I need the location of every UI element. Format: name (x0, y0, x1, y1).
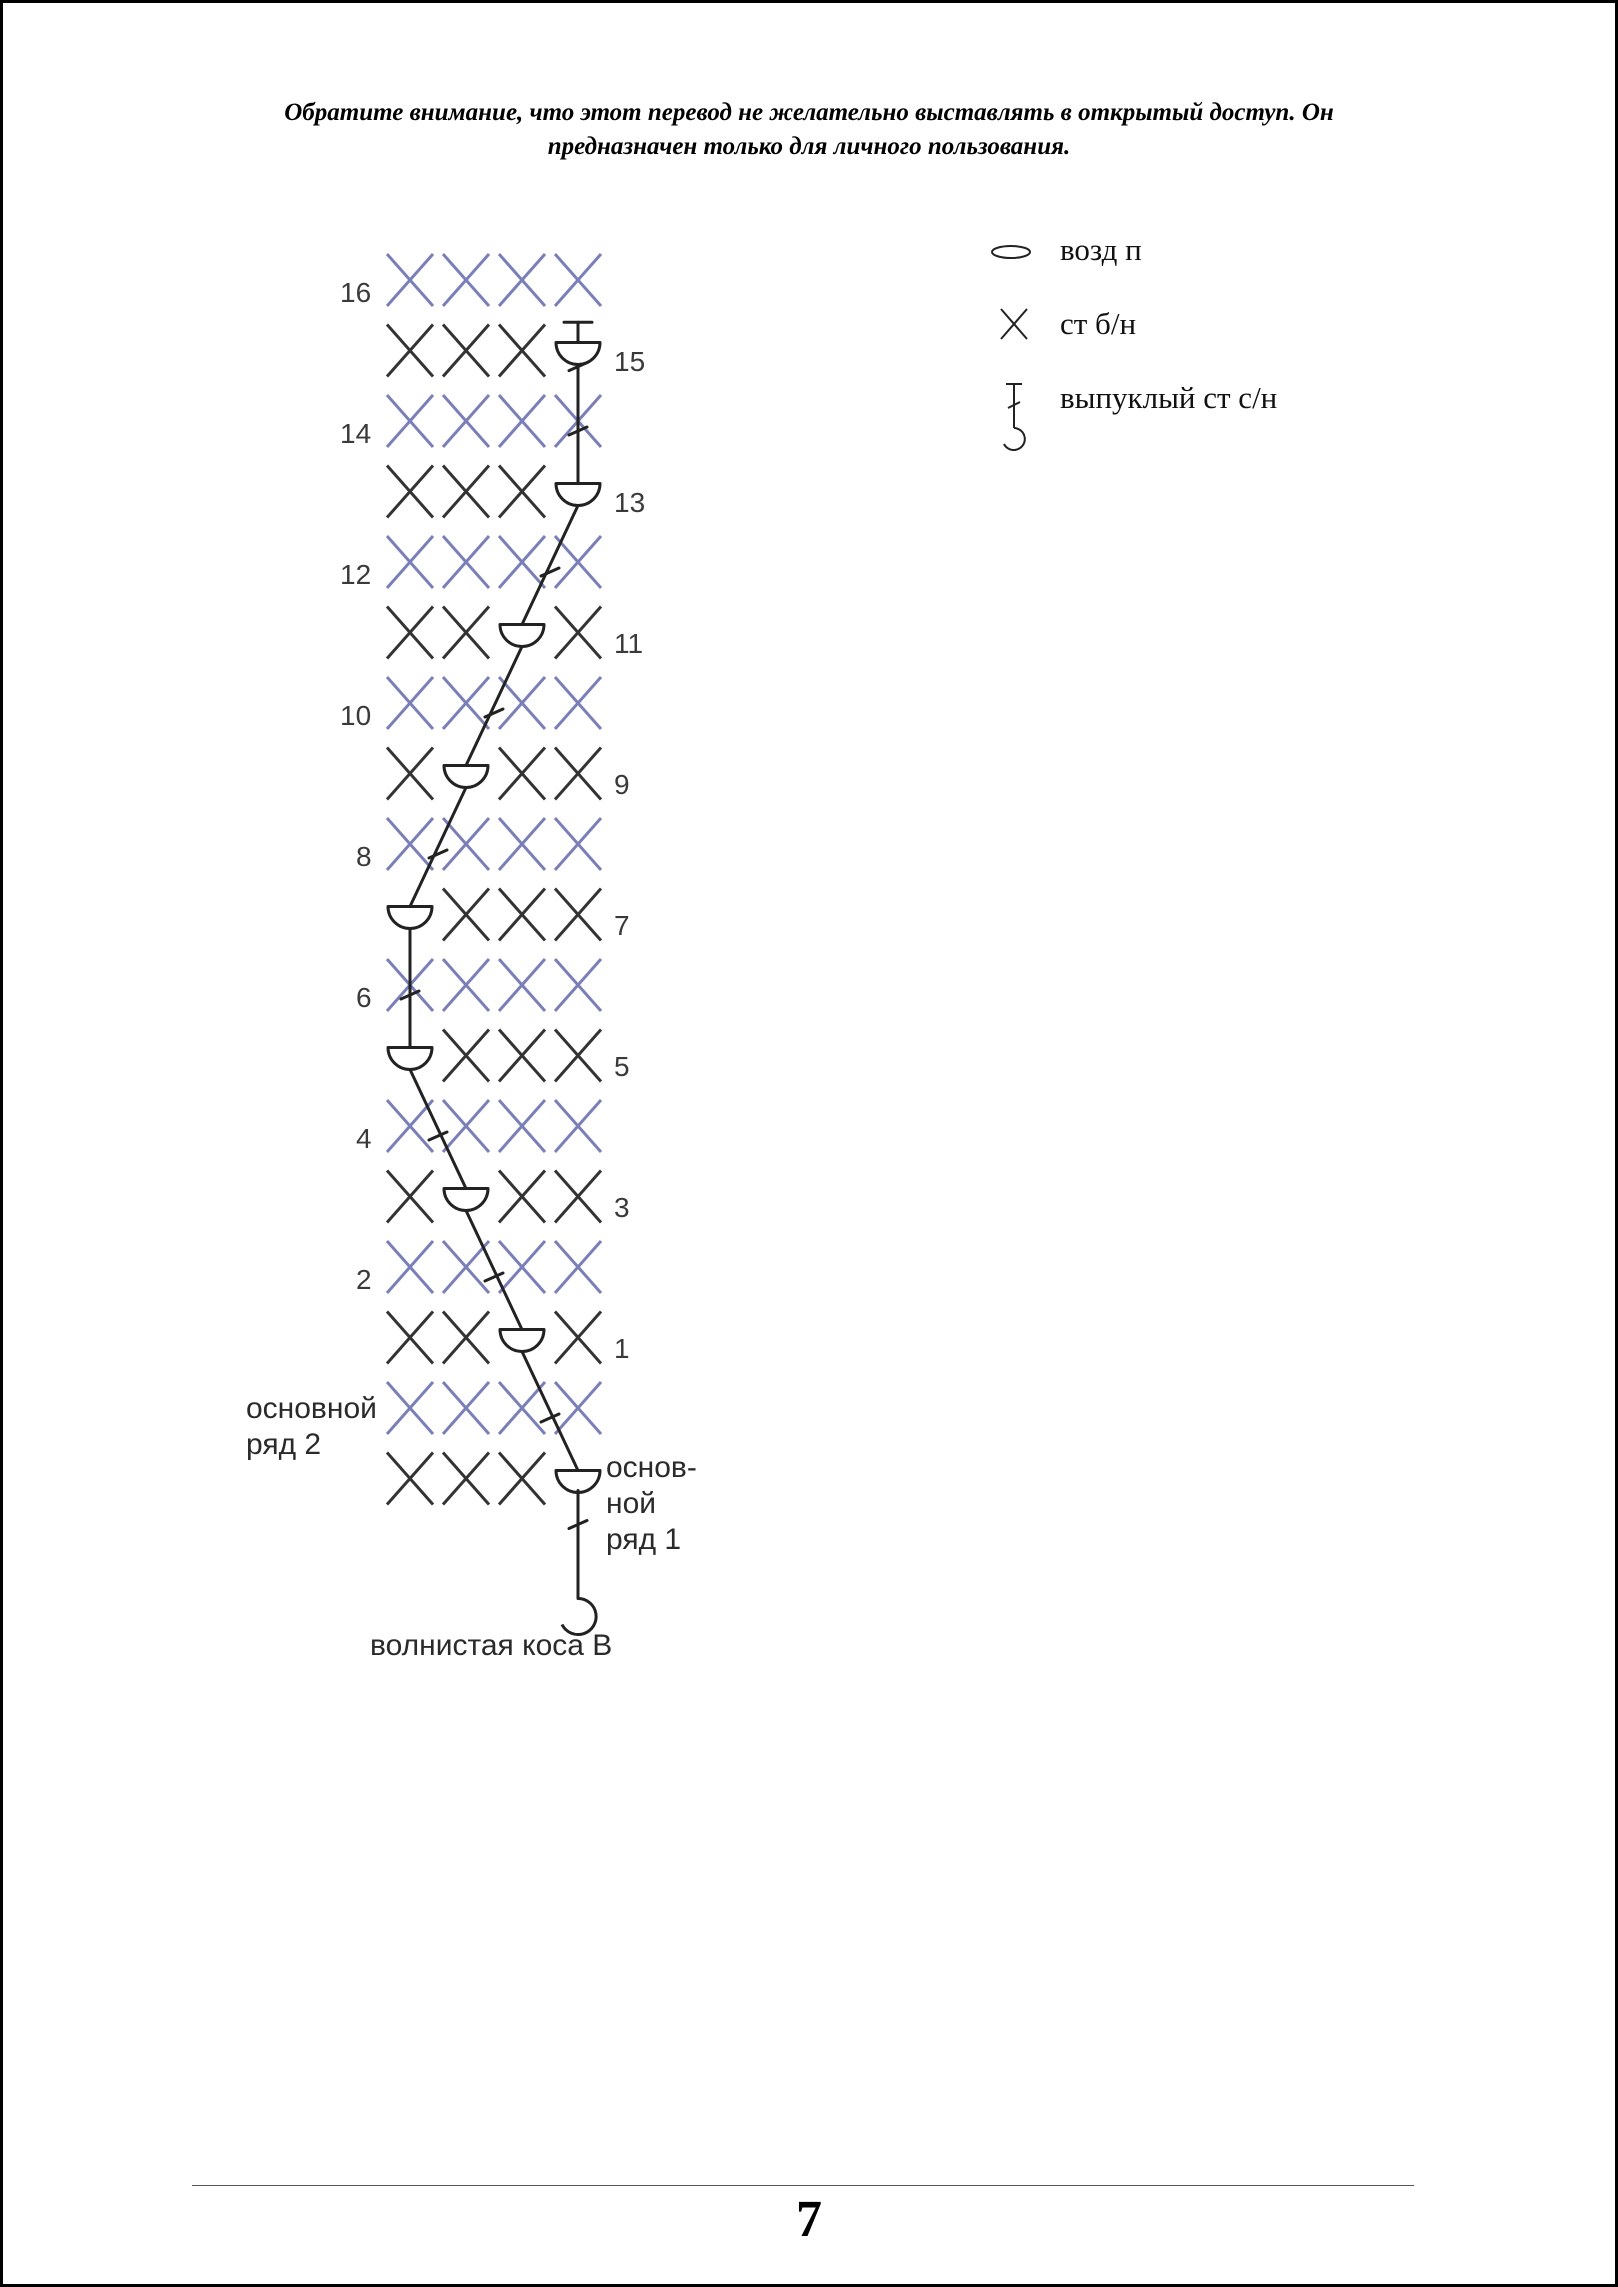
single-crochet-icon (996, 304, 1032, 344)
post-stitch-cup (444, 1189, 488, 1211)
diagram-caption: волнистая коса В (370, 1629, 613, 1662)
single-crochet-mark (555, 959, 601, 1011)
single-crochet-mark (499, 959, 545, 1011)
notice-line-2: предназначен только для личного пользования. (547, 133, 1071, 160)
single-crochet-mark (387, 395, 433, 447)
row-number-7: 7 (614, 910, 630, 941)
single-crochet-mark (387, 1453, 433, 1505)
single-crochet-mark (499, 748, 545, 800)
row-number-6: 6 (356, 982, 372, 1013)
post-stitch-stem (466, 647, 522, 766)
single-crochet-mark (443, 1312, 489, 1364)
row-number-2: 2 (356, 1264, 372, 1295)
post-stitch-cup (388, 1048, 432, 1070)
foundation-row-2-label-line-2: ряд 2 (246, 1428, 322, 1461)
single-crochet-mark (555, 1382, 601, 1434)
chain-stitch-icon (986, 240, 1036, 264)
single-crochet-mark (499, 1171, 545, 1223)
single-crochet-mark (555, 818, 601, 870)
post-stitch-tick (485, 709, 503, 717)
notice-line-1: Обратите внимание, что этот перевод не желательно выставлять в открытый доступ. Он (284, 99, 1334, 126)
single-crochet-mark (555, 1030, 601, 1082)
foundation-row-2-label-line-1: основной (246, 1392, 377, 1425)
row-number-13: 13 (614, 487, 646, 518)
row-number-5: 5 (614, 1051, 630, 1082)
foundation-row-1-label-line-1: основ- (606, 1451, 697, 1484)
single-crochet-mark (499, 818, 545, 870)
legend-label-chain: возд п (1060, 232, 1142, 267)
row-number-15: 15 (614, 346, 646, 377)
page-number: 7 (796, 2191, 822, 2248)
post-stitch-tick (541, 568, 559, 576)
single-crochet-mark (387, 607, 433, 659)
post-stitch-tick (485, 1273, 503, 1281)
post-stitch-cup (388, 907, 432, 929)
post-stitch-tick (429, 1132, 447, 1140)
single-crochet-mark (499, 536, 545, 588)
single-crochet-mark (443, 818, 489, 870)
single-crochet-mark (387, 1241, 433, 1293)
post-stitch-stem (410, 1070, 466, 1189)
footer-rule (192, 2185, 1414, 2186)
post-stitch-stem (522, 506, 578, 625)
single-crochet-mark (443, 677, 489, 729)
single-crochet-mark (443, 889, 489, 941)
single-crochet-mark (555, 889, 601, 941)
front-post-double-crochet-icon (996, 380, 1036, 460)
single-crochet-mark (387, 254, 433, 306)
single-crochet-mark (499, 1100, 545, 1152)
single-crochet-mark (443, 325, 489, 377)
single-crochet-mark (387, 1171, 433, 1223)
post-stitch-cup (556, 343, 600, 365)
single-crochet-mark (443, 1382, 489, 1434)
single-crochet-mark (555, 1100, 601, 1152)
single-crochet-mark (443, 1241, 489, 1293)
row-number-10: 10 (340, 700, 372, 731)
single-crochet-mark (555, 1171, 601, 1223)
row-number-14: 14 (340, 418, 372, 449)
single-crochet-mark (555, 748, 601, 800)
post-stitch-stem (410, 788, 466, 907)
single-crochet-mark (387, 536, 433, 588)
single-crochet-mark (499, 1453, 545, 1505)
single-crochet-mark (499, 1241, 545, 1293)
row-number-8: 8 (356, 841, 372, 872)
post-stitch-tick (541, 1414, 559, 1422)
single-crochet-mark (443, 607, 489, 659)
single-crochet-mark (555, 536, 601, 588)
single-crochet-mark (499, 254, 545, 306)
row-number-9: 9 (614, 769, 630, 800)
row-number-3: 3 (614, 1192, 630, 1223)
single-crochet-mark (555, 1312, 601, 1364)
single-crochet-mark (387, 818, 433, 870)
single-crochet-mark (387, 466, 433, 518)
single-crochet-mark (387, 1382, 433, 1434)
single-crochet-mark (443, 254, 489, 306)
post-stitch-stem (466, 1211, 522, 1330)
row-number-4: 4 (356, 1123, 372, 1154)
row-number-16: 16 (340, 277, 372, 308)
row-number-1: 1 (614, 1333, 630, 1364)
single-crochet-mark (387, 748, 433, 800)
foundation-row-1-label-line-2: ной (606, 1487, 657, 1520)
single-crochet-mark (555, 677, 601, 729)
single-crochet-mark (499, 889, 545, 941)
post-stitch-stem (522, 1352, 578, 1471)
single-crochet-mark (499, 1030, 545, 1082)
post-stitch-cup (444, 766, 488, 788)
single-crochet-mark (443, 1030, 489, 1082)
single-crochet-mark (443, 536, 489, 588)
single-crochet-mark (443, 1453, 489, 1505)
single-crochet-mark (443, 959, 489, 1011)
row-number-11: 11 (614, 628, 644, 659)
single-crochet-mark (443, 466, 489, 518)
single-crochet-mark (499, 677, 545, 729)
single-crochet-mark (387, 1100, 433, 1152)
single-crochet-mark (443, 1100, 489, 1152)
single-crochet-mark (443, 395, 489, 447)
legend-label-post-stitch: выпуклый ст с/н (1060, 380, 1278, 415)
single-crochet-mark (387, 677, 433, 729)
single-crochet-mark (499, 325, 545, 377)
row-number-12: 12 (340, 559, 372, 590)
single-crochet-mark (387, 1312, 433, 1364)
single-crochet-mark (499, 395, 545, 447)
single-crochet-mark (499, 466, 545, 518)
single-crochet-mark (555, 254, 601, 306)
post-stitch-tick (429, 850, 447, 858)
single-crochet-mark (387, 325, 433, 377)
single-crochet-mark (499, 1382, 545, 1434)
legend-label-single-crochet: ст б/н (1060, 306, 1137, 341)
post-stitch-cup (556, 484, 600, 506)
single-crochet-mark (555, 1241, 601, 1293)
post-stitch-cup (500, 625, 544, 647)
single-crochet-mark (555, 607, 601, 659)
foundation-row-1-label-line-3: ряд 1 (606, 1523, 682, 1556)
post-stitch-cup (500, 1330, 544, 1352)
